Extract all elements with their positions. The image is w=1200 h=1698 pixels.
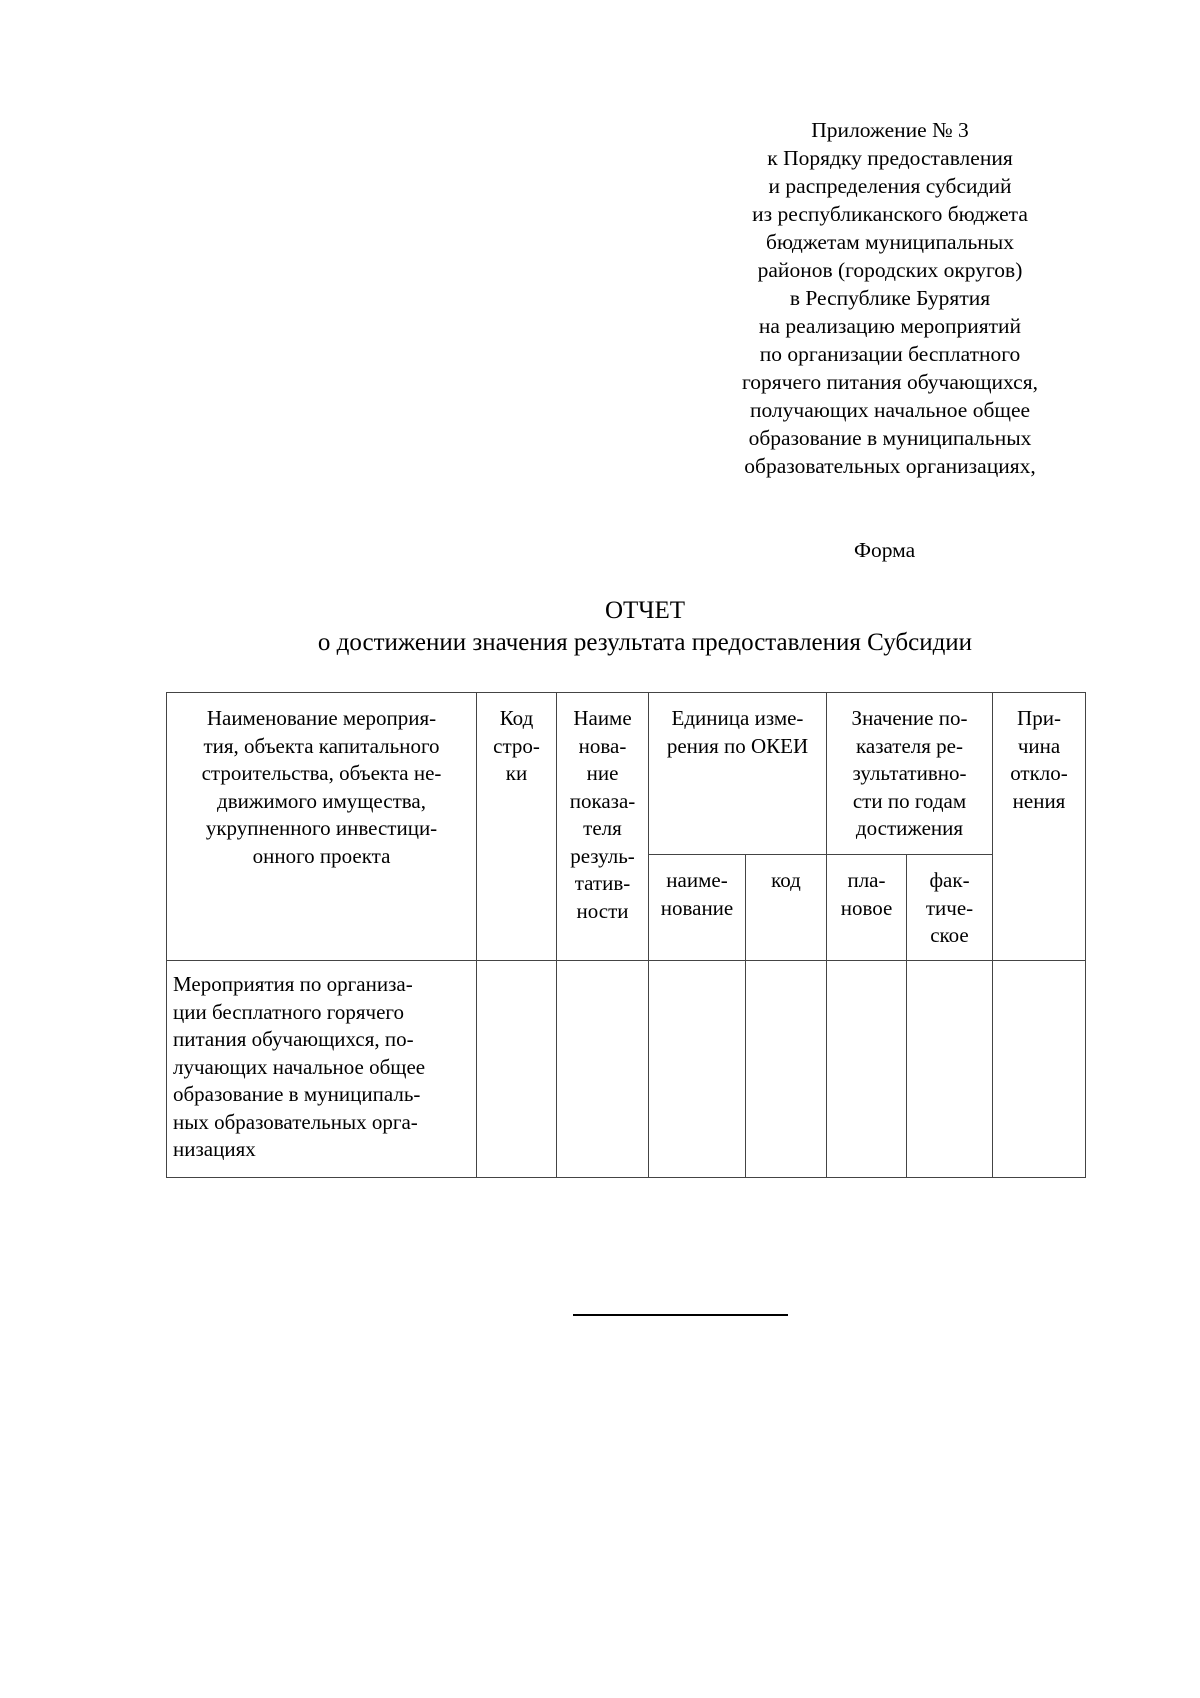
- appendix-line: бюджетам муниципальных: [766, 230, 1014, 254]
- header-unit-name: наиме- нование: [649, 855, 746, 961]
- row-indicator-name-cell: [557, 961, 649, 1178]
- row-unit-name-cell: [649, 961, 746, 1178]
- row-actual-cell: [907, 961, 993, 1178]
- table-row: [167, 961, 1086, 1178]
- appendix-line: районов (городских округов): [757, 258, 1023, 282]
- header-deviation-reason: При- чина откло- нения: [993, 693, 1086, 961]
- header-indicator-value: Значение по- казателя ре- зультативно- сти по годам достижения: [827, 693, 993, 855]
- header-row-code: Код стро- ки: [477, 693, 557, 961]
- appendix-line: горячего питания обучающихся,: [742, 370, 1038, 394]
- appendix-line: получающих начальное общее: [749, 398, 1031, 422]
- report-subtitle: о достижении значения результата предоставления Субсидии: [317, 629, 973, 656]
- appendix-line: к Порядку предоставления: [767, 146, 1013, 170]
- report-table: [166, 692, 1086, 1178]
- appendix-line: из республиканского бюджета: [752, 202, 1028, 226]
- row-event-name: Мероприятия по организа- ции бесплатного горячего питания обучающихся, по- лучающих начальное общее образование в муниципаль- ных образовательных орга- низациях: [167, 961, 477, 1178]
- appendix-block: [690, 116, 1090, 480]
- report-title: ОТЧЕТ: [604, 597, 686, 624]
- row-unit-code-cell: [746, 961, 827, 1178]
- appendix-line: в Республике Бурятия: [789, 286, 991, 310]
- table-header-row: [167, 693, 1086, 855]
- form-label: Форма: [854, 538, 916, 562]
- appendix-line: по организации бесплатного: [759, 342, 1021, 366]
- appendix-line: и распределения субсидий: [768, 174, 1012, 198]
- appendix-line: Приложение № 3: [811, 118, 969, 142]
- appendix-line: на реализацию мероприятий: [758, 314, 1022, 338]
- header-planned: пла- новое: [827, 855, 907, 961]
- header-unit-okei: Единица изме- рения по ОКЕИ: [649, 693, 827, 855]
- appendix-line: образование в муниципальных: [748, 426, 1032, 450]
- header-indicator-name: Наиме нова- ние показа- теля резуль- татив- ности: [557, 693, 649, 961]
- row-code-cell: [477, 961, 557, 1178]
- signature-line: [573, 1314, 788, 1316]
- row-planned-cell: [827, 961, 907, 1178]
- row-deviation-reason-cell: [993, 961, 1086, 1178]
- appendix-line: образовательных организациях,: [744, 454, 1036, 478]
- header-event-name: Наименование мероприя- тия, объекта капитального строительства, объекта не- движимого имущества, укрупненного инвестици- онного проекта: [167, 693, 477, 961]
- header-unit-code: код: [746, 855, 827, 961]
- header-actual: фак- тиче- ское: [907, 855, 993, 961]
